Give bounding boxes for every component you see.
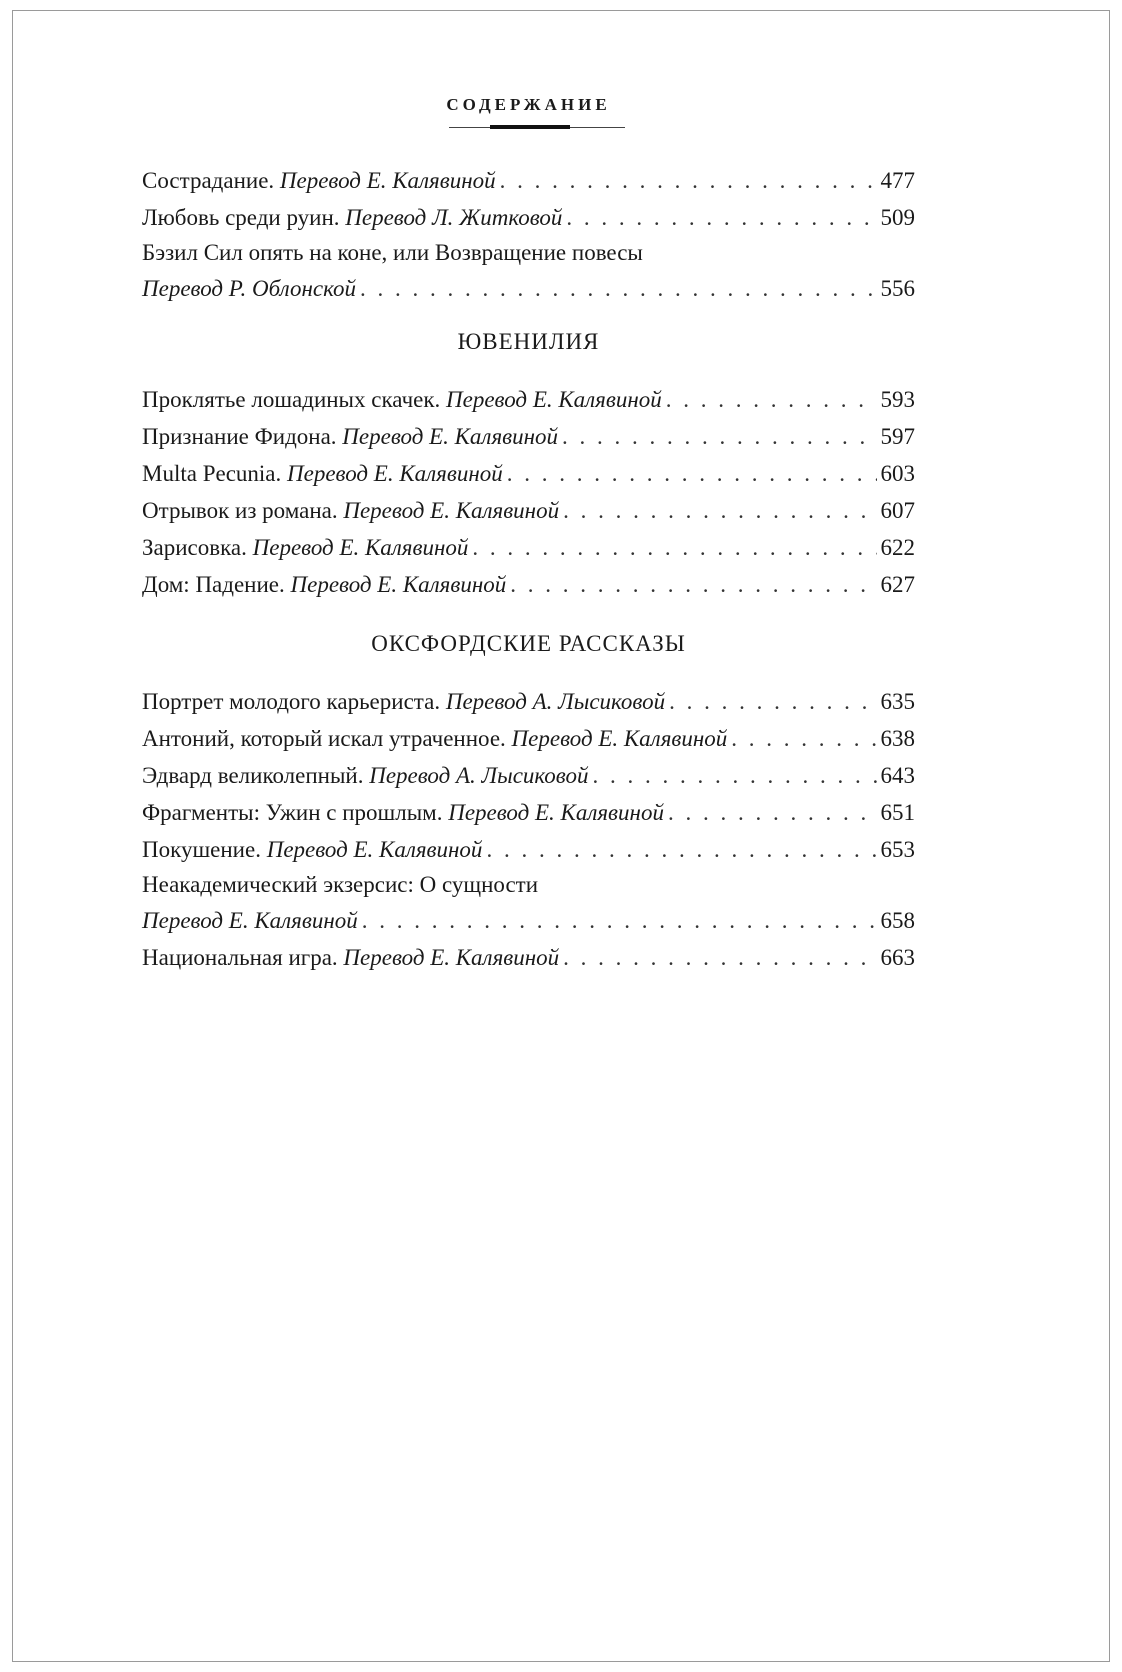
dot-leader bbox=[486, 831, 876, 868]
entry-title: Сострадание. bbox=[142, 168, 275, 193]
toc-entry bbox=[142, 381, 915, 418]
entry-title: Портрет молодого карьериста. bbox=[142, 689, 441, 714]
entry-page: 643 bbox=[880, 763, 915, 788]
entry-title: Бэзил Сил опять на коне, или Возвращение повесы bbox=[142, 240, 643, 265]
toc-entry bbox=[142, 794, 915, 831]
entry-page: 638 bbox=[880, 726, 915, 751]
entry-translator: Перевод Е. Калявиной bbox=[266, 837, 483, 862]
entry-page: 622 bbox=[880, 535, 915, 560]
entry-translator: Перевод Е. Калявиной bbox=[446, 387, 662, 412]
dot-leader bbox=[500, 162, 877, 199]
entry-page: 658 bbox=[880, 908, 915, 933]
entry-page: 509 bbox=[880, 205, 915, 230]
entry-page: 663 bbox=[880, 945, 915, 970]
dot-leader bbox=[510, 566, 876, 603]
entry-translator: Перевод Е. Калявиной bbox=[343, 498, 560, 523]
dot-leader bbox=[592, 757, 876, 794]
entry-translator: Перевод Р. Облонской bbox=[142, 276, 356, 301]
dot-leader bbox=[360, 270, 877, 307]
dot-leader bbox=[562, 418, 876, 455]
toc-entry bbox=[142, 757, 915, 794]
entry-translator: Перевод Е. Калявиной bbox=[287, 461, 503, 486]
entry-title: Фрагменты: Ужин с прошлым. bbox=[142, 800, 443, 825]
toc-entry bbox=[142, 162, 915, 199]
entry-page: 607 bbox=[880, 498, 915, 523]
entry-translator: Перевод А. Лысиковой bbox=[369, 763, 589, 788]
entry-translator: Перевод Е. Калявиной bbox=[448, 800, 664, 825]
toc-entry bbox=[142, 270, 915, 307]
entry-page: 477 bbox=[880, 168, 915, 193]
entry-translator: Перевод Е. Калявиной bbox=[343, 945, 560, 970]
toc-entry bbox=[142, 418, 915, 455]
entry-translator: Перевод Е. Калявиной bbox=[511, 726, 728, 751]
dot-leader bbox=[669, 683, 876, 720]
section-heading-oxford: ОКСФОРДСКИЕ РАССКАЗЫ bbox=[371, 631, 686, 656]
entry-translator: Перевод Е. Калявиной bbox=[142, 908, 358, 933]
entry-title: Антоний, который искал утраченное. bbox=[142, 726, 506, 751]
header-rule-accent bbox=[490, 125, 570, 129]
entry-title: Покушение. bbox=[142, 837, 261, 862]
entry-translator: Перевод Е. Калявиной bbox=[279, 168, 496, 193]
entry-title: Национальная игра. bbox=[142, 945, 338, 970]
entry-title: Неакадемический экзерсис: О сущности bbox=[142, 872, 539, 897]
dot-leader bbox=[668, 794, 877, 831]
dot-leader bbox=[472, 529, 876, 566]
dot-leader bbox=[731, 720, 876, 757]
entry-title: Дом: Падение. bbox=[142, 572, 285, 597]
toc-entry bbox=[142, 199, 915, 236]
dot-leader bbox=[507, 455, 877, 492]
entry-translator: Перевод Е. Калявиной bbox=[290, 572, 507, 597]
entry-title: Эдвард великолепный. bbox=[142, 763, 364, 788]
toc-entry bbox=[142, 529, 915, 566]
toc-entry bbox=[142, 566, 915, 603]
entry-translator: Перевод А. Лысиковой bbox=[445, 689, 666, 714]
toc-group-3 bbox=[142, 683, 915, 976]
entry-title: Отрывок из романа. bbox=[142, 498, 338, 523]
dot-leader bbox=[666, 381, 877, 418]
entry-page: 556 bbox=[880, 276, 915, 301]
toc-entry bbox=[142, 831, 915, 868]
entry-title: Признание Фидона. bbox=[142, 424, 337, 449]
entry-page: 651 bbox=[880, 800, 915, 825]
dot-leader bbox=[362, 902, 877, 939]
running-head: СОДЕРЖАНИЕ bbox=[446, 95, 611, 114]
book-page bbox=[12, 10, 1110, 1662]
toc-entry bbox=[142, 720, 915, 757]
toc-group-1 bbox=[142, 162, 915, 307]
section-heading-juvenilia: ЮВЕНИЛИЯ bbox=[457, 329, 600, 354]
entry-page: 597 bbox=[880, 424, 915, 449]
toc-entry bbox=[142, 683, 915, 720]
toc-entry bbox=[142, 902, 915, 939]
entry-page: 635 bbox=[880, 689, 915, 714]
entry-title: Проклятье лошадиных скачек. bbox=[142, 387, 441, 412]
toc-entry bbox=[142, 492, 915, 529]
entry-translator: Перевод Е. Калявиной bbox=[252, 535, 469, 560]
entry-translator: Перевод Л. Житковой bbox=[345, 205, 563, 230]
entry-translator: Перевод Е. Калявиной bbox=[342, 424, 559, 449]
entry-title: Зарисовка. bbox=[142, 535, 247, 560]
dot-leader bbox=[563, 939, 876, 976]
toc-group-2 bbox=[142, 381, 915, 603]
entry-page: 627 bbox=[880, 572, 915, 597]
toc-entry bbox=[142, 939, 915, 976]
entry-page: 593 bbox=[880, 387, 915, 412]
dot-leader bbox=[566, 199, 876, 236]
entry-page: 653 bbox=[880, 837, 915, 862]
entry-page: 603 bbox=[880, 461, 915, 486]
entry-title: Любовь среди руин. bbox=[142, 205, 340, 230]
entry-title: Multa Pecunia. bbox=[142, 461, 282, 486]
toc-entry bbox=[142, 455, 915, 492]
dot-leader bbox=[563, 492, 876, 529]
